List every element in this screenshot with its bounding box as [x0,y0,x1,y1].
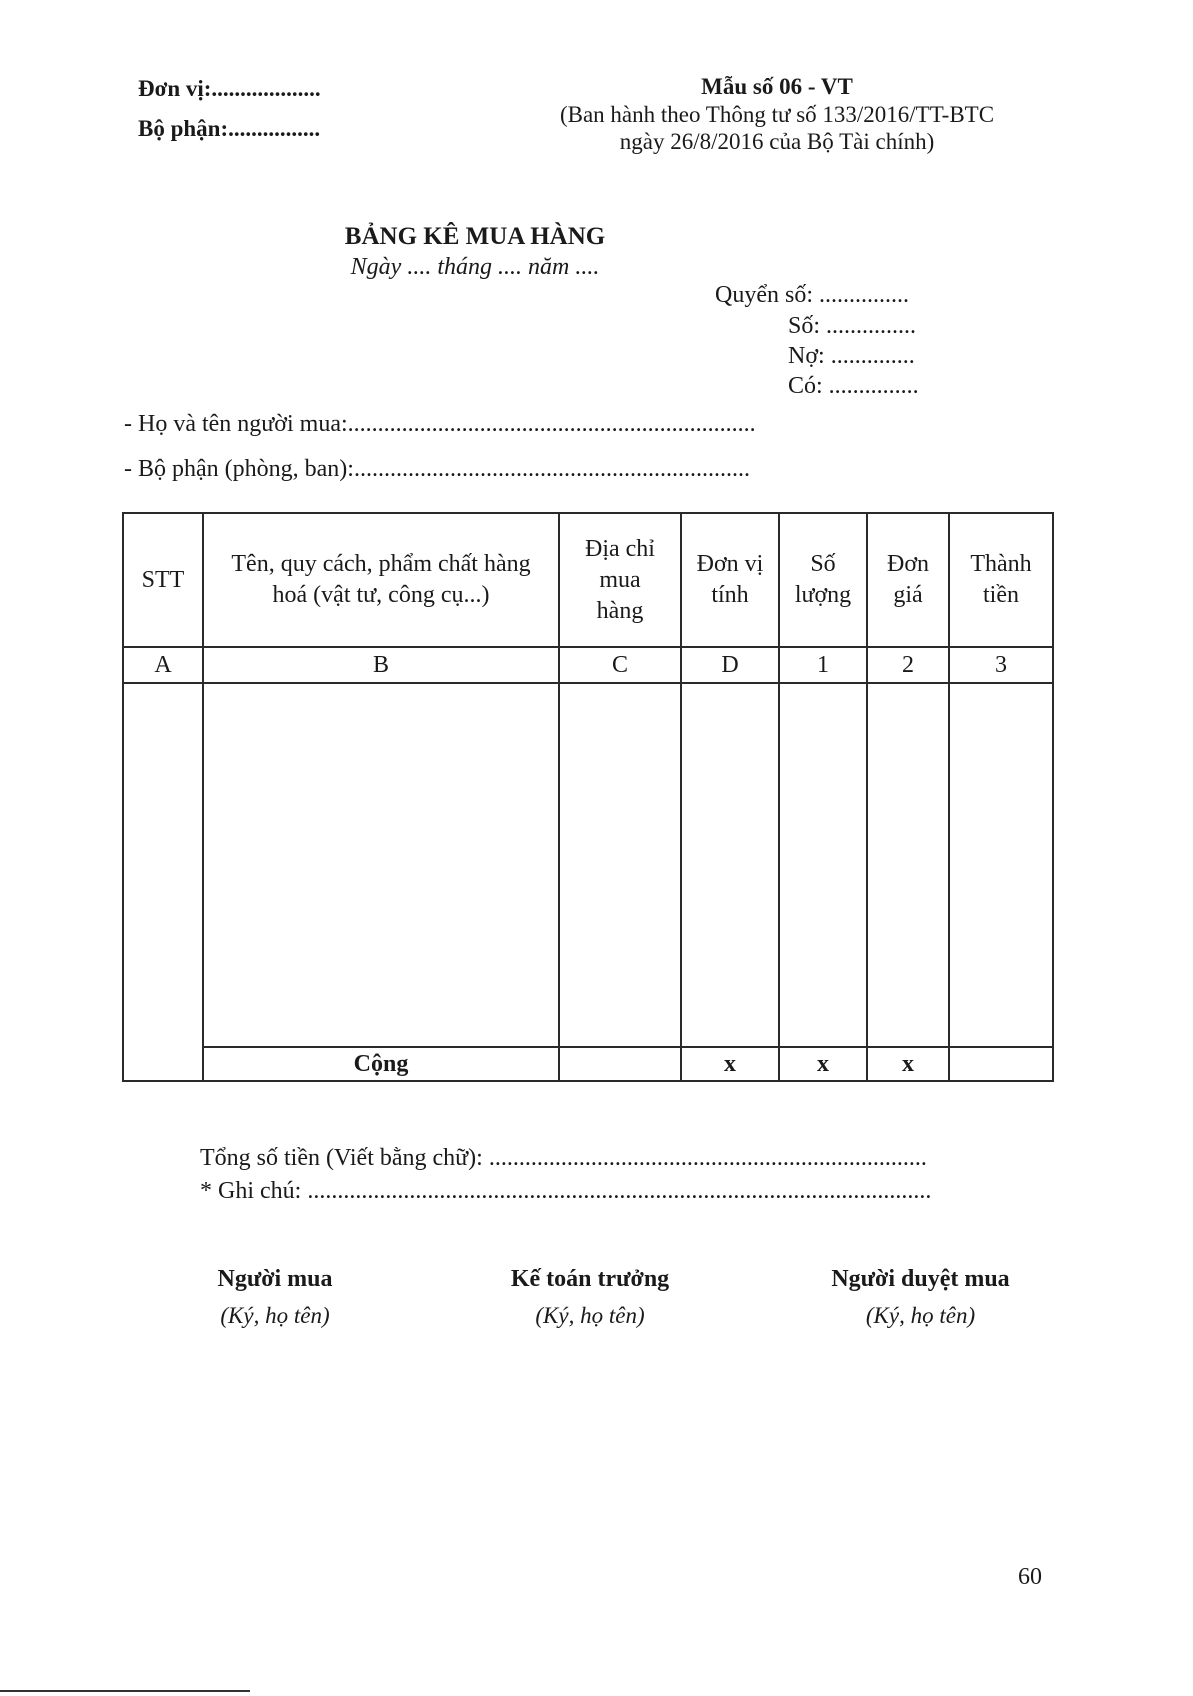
body-cell-stt [123,683,203,1081]
buyer-name-field: - Họ và tên người mua:.................................................................... [124,411,756,437]
table-body-row [123,683,1053,1047]
department-field: - Bộ phận (phòng, ban):.................................................................. [124,456,750,482]
table-code-row [123,647,1053,683]
body-cell-price [867,683,949,1047]
body-cell-quantity [779,683,867,1047]
so-field: Số: ............... [788,313,917,339]
code-1: 1 [779,647,867,683]
note-field: * Ghi chú: ........................................................................................................ [200,1178,932,1204]
form-number: Mẫu số 06 - VT [701,74,853,99]
issued-by-line: (Ban hành theo Thông tư số 133/2016/TT-BTC [559,102,995,127]
signature-approver-hint: (Ký, họ tên) [865,1303,976,1328]
total-address [559,1047,681,1081]
body-cell-unit [681,683,779,1047]
page-number: 60 [1018,1564,1042,1590]
quyen-so-field: Quyển số: ............... [715,282,909,308]
header-address: Địa chỉ mua hàng [559,513,681,647]
total-in-words-field: Tổng số tiền (Viết bằng chữ): ......................................................................... [200,1145,927,1171]
header-item-name: Tên, quy cách, phẩm chất hàng hoá (vật tư, công cụ...) [203,513,559,647]
code-c: C [559,647,681,683]
total-label: Cộng [203,1047,559,1081]
signature-buyer-role: Người mua [217,1266,333,1292]
bo-phan-label: Bộ phận:................ [138,116,321,141]
code-a: A [123,647,203,683]
co-field: Có: ............... [788,373,919,399]
signature-chief-accountant [470,1266,710,1329]
date-line: Ngày .... tháng .... năm .... [350,254,600,280]
code-d: D [681,647,779,683]
header-stt: STT [123,513,203,647]
total-price-mark: x [867,1047,949,1081]
no-field: Nợ: .............. [788,343,915,369]
body-cell-address [559,683,681,1047]
total-quantity-mark: x [779,1047,867,1081]
body-cell-amount [949,683,1053,1047]
header-unit: Đơn vị tính [681,513,779,647]
page-title: BẢNG KÊ MUA HÀNG [344,223,606,250]
page-edge-line [0,1690,250,1692]
header-unit-price: Đơn giá [867,513,949,647]
header-quantity: Số lượng [779,513,867,647]
code-b: B [203,647,559,683]
don-vi-label: Đơn vị:................... [138,76,321,101]
purchase-table [122,512,1054,1082]
total-unit-mark: x [681,1047,779,1081]
body-cell-item [203,683,559,1047]
signature-buyer [155,1266,395,1329]
issued-date-line: ngày 26/8/2016 của Bộ Tài chính) [619,129,935,154]
signature-buyer-hint: (Ký, họ tên) [220,1303,330,1328]
signature-accountant-hint: (Ký, họ tên) [535,1303,645,1328]
signature-accountant-role: Kế toán trưởng [510,1266,670,1292]
table-header-row [123,513,1053,647]
header-amount: Thành tiền [949,513,1053,647]
table-total-row [123,1047,1053,1081]
code-3: 3 [949,647,1053,683]
signature-approver [783,1266,1058,1329]
signature-approver-role: Người duyệt mua [831,1266,1010,1292]
total-amount [949,1047,1053,1081]
code-2: 2 [867,647,949,683]
